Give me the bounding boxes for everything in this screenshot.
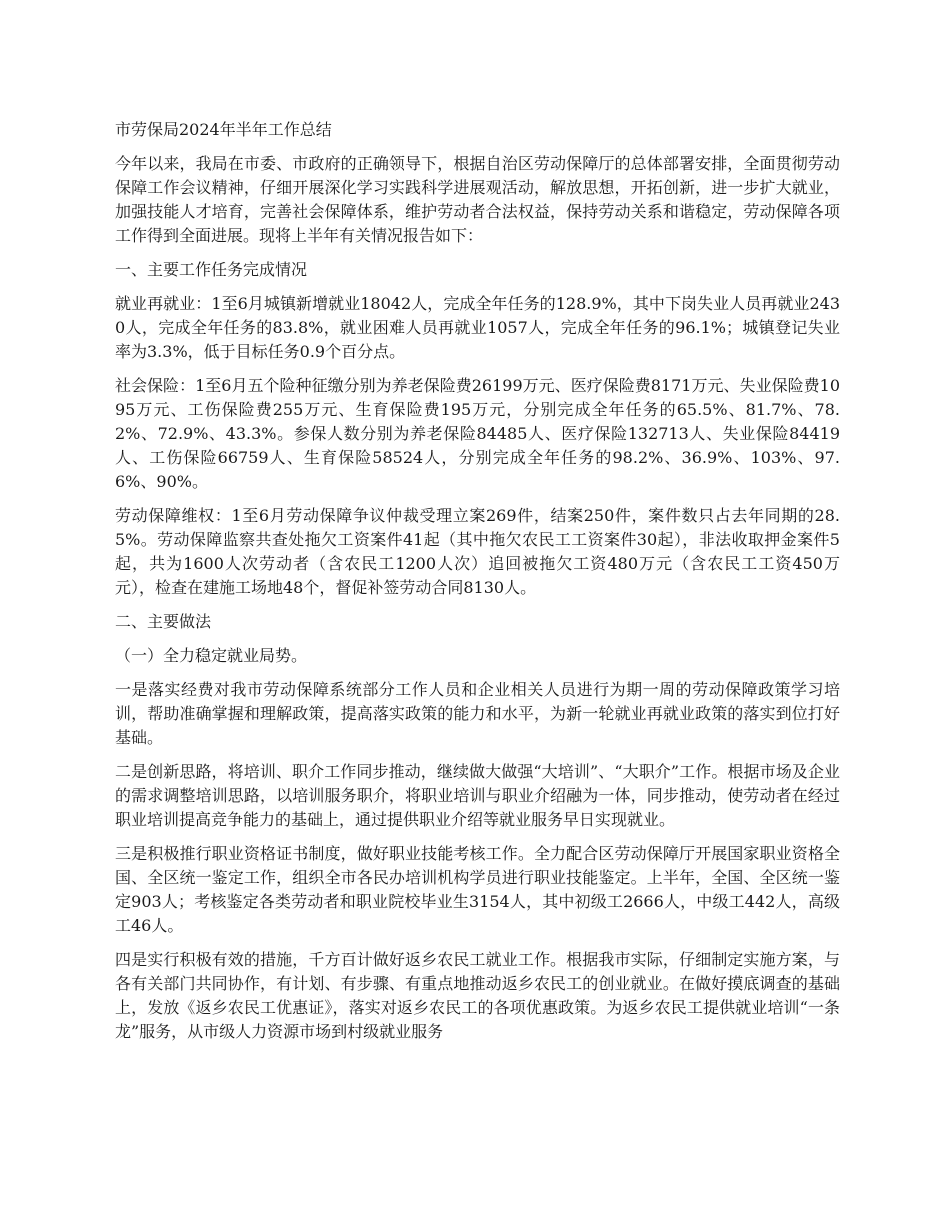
paragraph-intro: 今年以来，我局在市委、市政府的正确领导下，根据自治区劳动保障厅的总体部署安排，全面贯彻劳动保障工作会议精神，仔细开展深化学习实践科学进展观活动，解放思想，开拓创新，进一步扩大就业，加强技能人才培育，完善社会保障体系，维护劳动者合法权益，保持劳动关系和谐稳定，劳动保障各项工作得到全面进展。现将上半年有关情况报告如下：: [115, 154, 840, 245]
section-heading-1: 一、主要工作任务完成情况: [115, 260, 308, 279]
document-title: 市劳保局2024年半年工作总结: [115, 120, 332, 139]
paragraph-labor-rights: 劳动保障维权：1至6月劳动保障争议仲裁受理立案269件，结案250件，案件数只占去年同期的28.5%。劳动保障监察共查处拖欠工资案件41起（其中拖欠农民工工资案件30起），非法收取押金案件5起，共为1600人次劳动者（含农民工1200人次）追回被拖欠工资480万元（含农民工工资450万元），检查在建施工场地48个，督促补签劳动合同8130人。: [115, 506, 840, 597]
paragraph-item-1: 一是落实经费对我市劳动保障系统部分工作人员和企业相关人员进行为期一周的劳动保障政策学习培训，帮助准确掌握和理解政策，提高落实政策的能力和水平，为新一轮就业再就业政策的落实到位打好基础。: [115, 680, 840, 747]
subsection-heading-1: （一）全力稳定就业局势。: [115, 646, 308, 665]
paragraph-item-3: 三是积极推行职业资格证书制度，做好职业技能考核工作。全力配合区劳动保障厅开展国家职业资格全国、全区统一鉴定工作，组织全市各民办培训机构学员进行职业技能鉴定。上半年，全国、全区统一鉴定903人；考核鉴定各类劳动者和职业院校毕业生3154人，其中初级工2666人，中级工442人，高级工46人。: [115, 844, 840, 935]
paragraph-social-insurance: 社会保险：1至6月五个险种征缴分别为养老保险费26199万元、医疗保险费8171万元、失业保险费1095万元、工伤保险费255万元、生育保险费195万元，分别完成全年任务的65.5%、81.7%、78.2%、72.9%、43.3%。参保人数分别为养老保险84485人、医疗保险132713人、失业保险84419人、工伤保险66759人、生育保险58524人，分别完成全年任务的98.2%、36.9%、103%、97.6%、90%。: [115, 376, 840, 491]
document-page: [115, 118, 840, 1054]
paragraph-employment: 就业再就业：1至6月城镇新增就业18042人，完成全年任务的128.9%，其中下岗失业人员再就业2430人，完成全年任务的83.8%，就业困难人员再就业1057人，完成全年任务的96.1%；城镇登记失业率为3.3%，低于目标任务0.9个百分点。: [115, 294, 840, 361]
section-heading-2: 二、主要做法: [115, 612, 212, 631]
paragraph-item-2: 二是创新思路，将培训、职介工作同步推动，继续做大做强“大培训”、“大职介”工作。根据市场及企业的需求调整培训思路，以培训服务职介，将职业培训与职业介绍融为一体，同步推动，使劳动者在经过职业培训提高竞争能力的基础上，通过提供职业介绍等就业服务早日实现就业。: [115, 762, 840, 829]
paragraph-item-4: 四是实行积极有效的措施，千方百计做好返乡农民工就业工作。根据我市实际，仔细制定实施方案，与各有关部门共同协作，有计划、有步骤、有重点地推动返乡农民工的创业就业。在做好摸底调查的基础上，发放《返乡农民工优惠证》，落实对返乡农民工的各项优惠政策。为返乡农民工提供就业培训“一条龙”服务，从市级人力资源市场到村级就业服务: [115, 950, 840, 1041]
